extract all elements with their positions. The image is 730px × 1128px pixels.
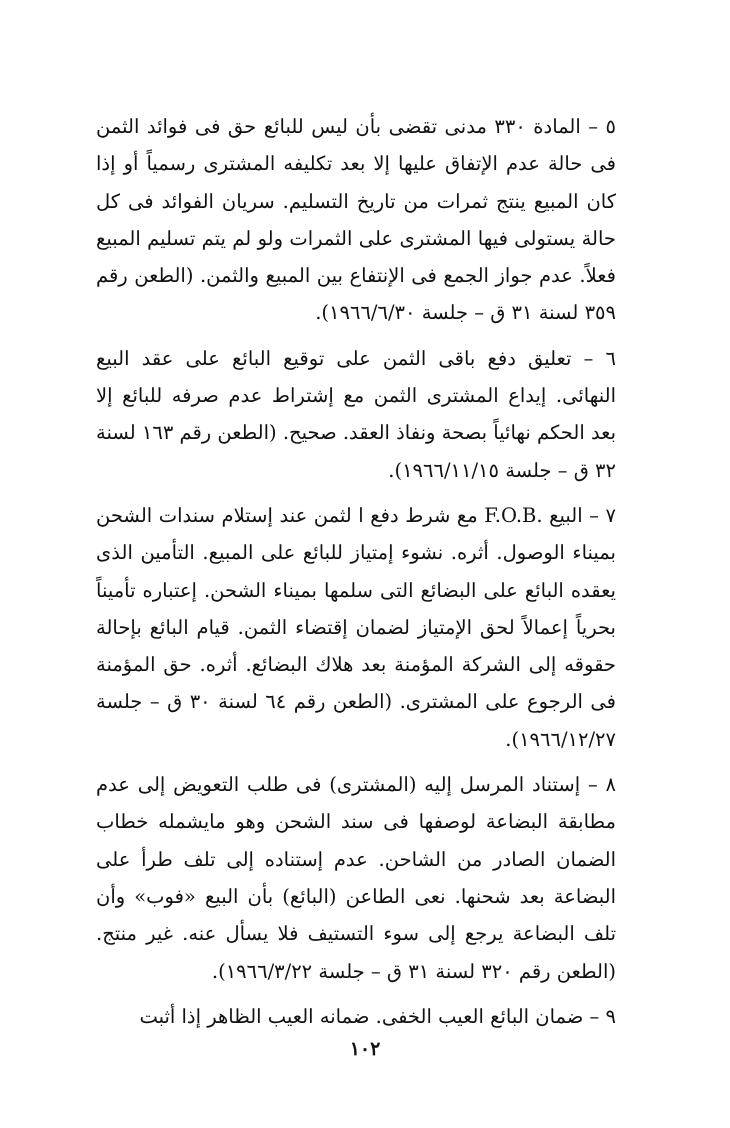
entry-7 (96, 497, 616, 758)
entry-9 (96, 998, 616, 1035)
entry-6 (96, 340, 616, 489)
page-number: ١٠٢ (349, 1038, 381, 1060)
entry-text: ٩ – ضمان البائع العيب الخفى. ضمانه العيب الظاهر إذا أثبت (139, 1004, 616, 1028)
entry-text: ٨ – إستناد المرسل إليه (المشترى) فى طلب التعويض إلى عدم مطابقة البضاعة لوصفها فى سند الشحن وهو مايشمله خطاب الضمان الصادر من الشاحن. عدم إستناده إلى تلف طرأ على البضاعة بعد شحنها. نعى الطاعن (البائع) بأن البيع «فوب» وأن تلف البضاعة يرجع إلى سوء التستيف فلا يسأل عنه. غير منتج. (الطعن رقم ٣٢٠ لسنة ٣١ ق – جلسة ١٩٦٦/٣/٢٢). (96, 773, 616, 983)
entry-5 (96, 108, 616, 332)
entry-text: ٧ – البيع .F.O.B مع شرط دفع ا لثمن عند إستلام سندات الشحن بميناء الوصول. أثره. نشوء إمتياز للبائع على المبيع. التأمين الذى يعقده البائع على البضائع التى سلمها بميناء الشحن. إعتباره تأميناً بحرياً إعمالاً لحق الإمتياز لضمان إقتضاء الثمن. قيام البائع بإحالة حقوقه إلى الشركة المؤمنة بعد هلاك البضائع. أثره. حق المؤمنة فى الرجوع على المشترى. (الطعن رقم ٦٤ لسنة ٣٠ ق – جلسة ١٩٦٦/١٢/٢٧). (96, 503, 616, 751)
entry-text: ٥ – المادة ٣٣٠ مدنى تقضى بأن ليس للبائع حق فى فوائد الثمن فى حالة عدم الإتفاق عليها إلا بعد تكليفه المشترى رسمياً أو إذا كان المبيع ينتج ثمرات من تاريخ التسليم. سريان الفوائد فى كل حالة يستولى فيها المشترى على الثمرات ولو لم يتم تسليم المبيع فعلاً. عدم جواز الجمع فى الإنتفاع بين المبيع والثمن. (الطعن رقم ٣٥٩ لسنة ٣١ ق – جلسة ١٩٦٦/٦/٣٠). (96, 115, 616, 325)
entry-8 (96, 766, 616, 990)
page-body (96, 108, 616, 1043)
entry-text: ٦ – تعليق دفع باقى الثمن على توقيع البائع على عقد البيع النهائى. إيداع المشترى الثمن مع إشتراط عدم صرفه للبائع إلا بعد الحكم نهائياً بصحة ونفاذ العقد. صحيح. (الطعن رقم ١٦٣ لسنة ٣٢ ق – جلسة ١٩٦٦/١١/١٥). (96, 346, 617, 482)
